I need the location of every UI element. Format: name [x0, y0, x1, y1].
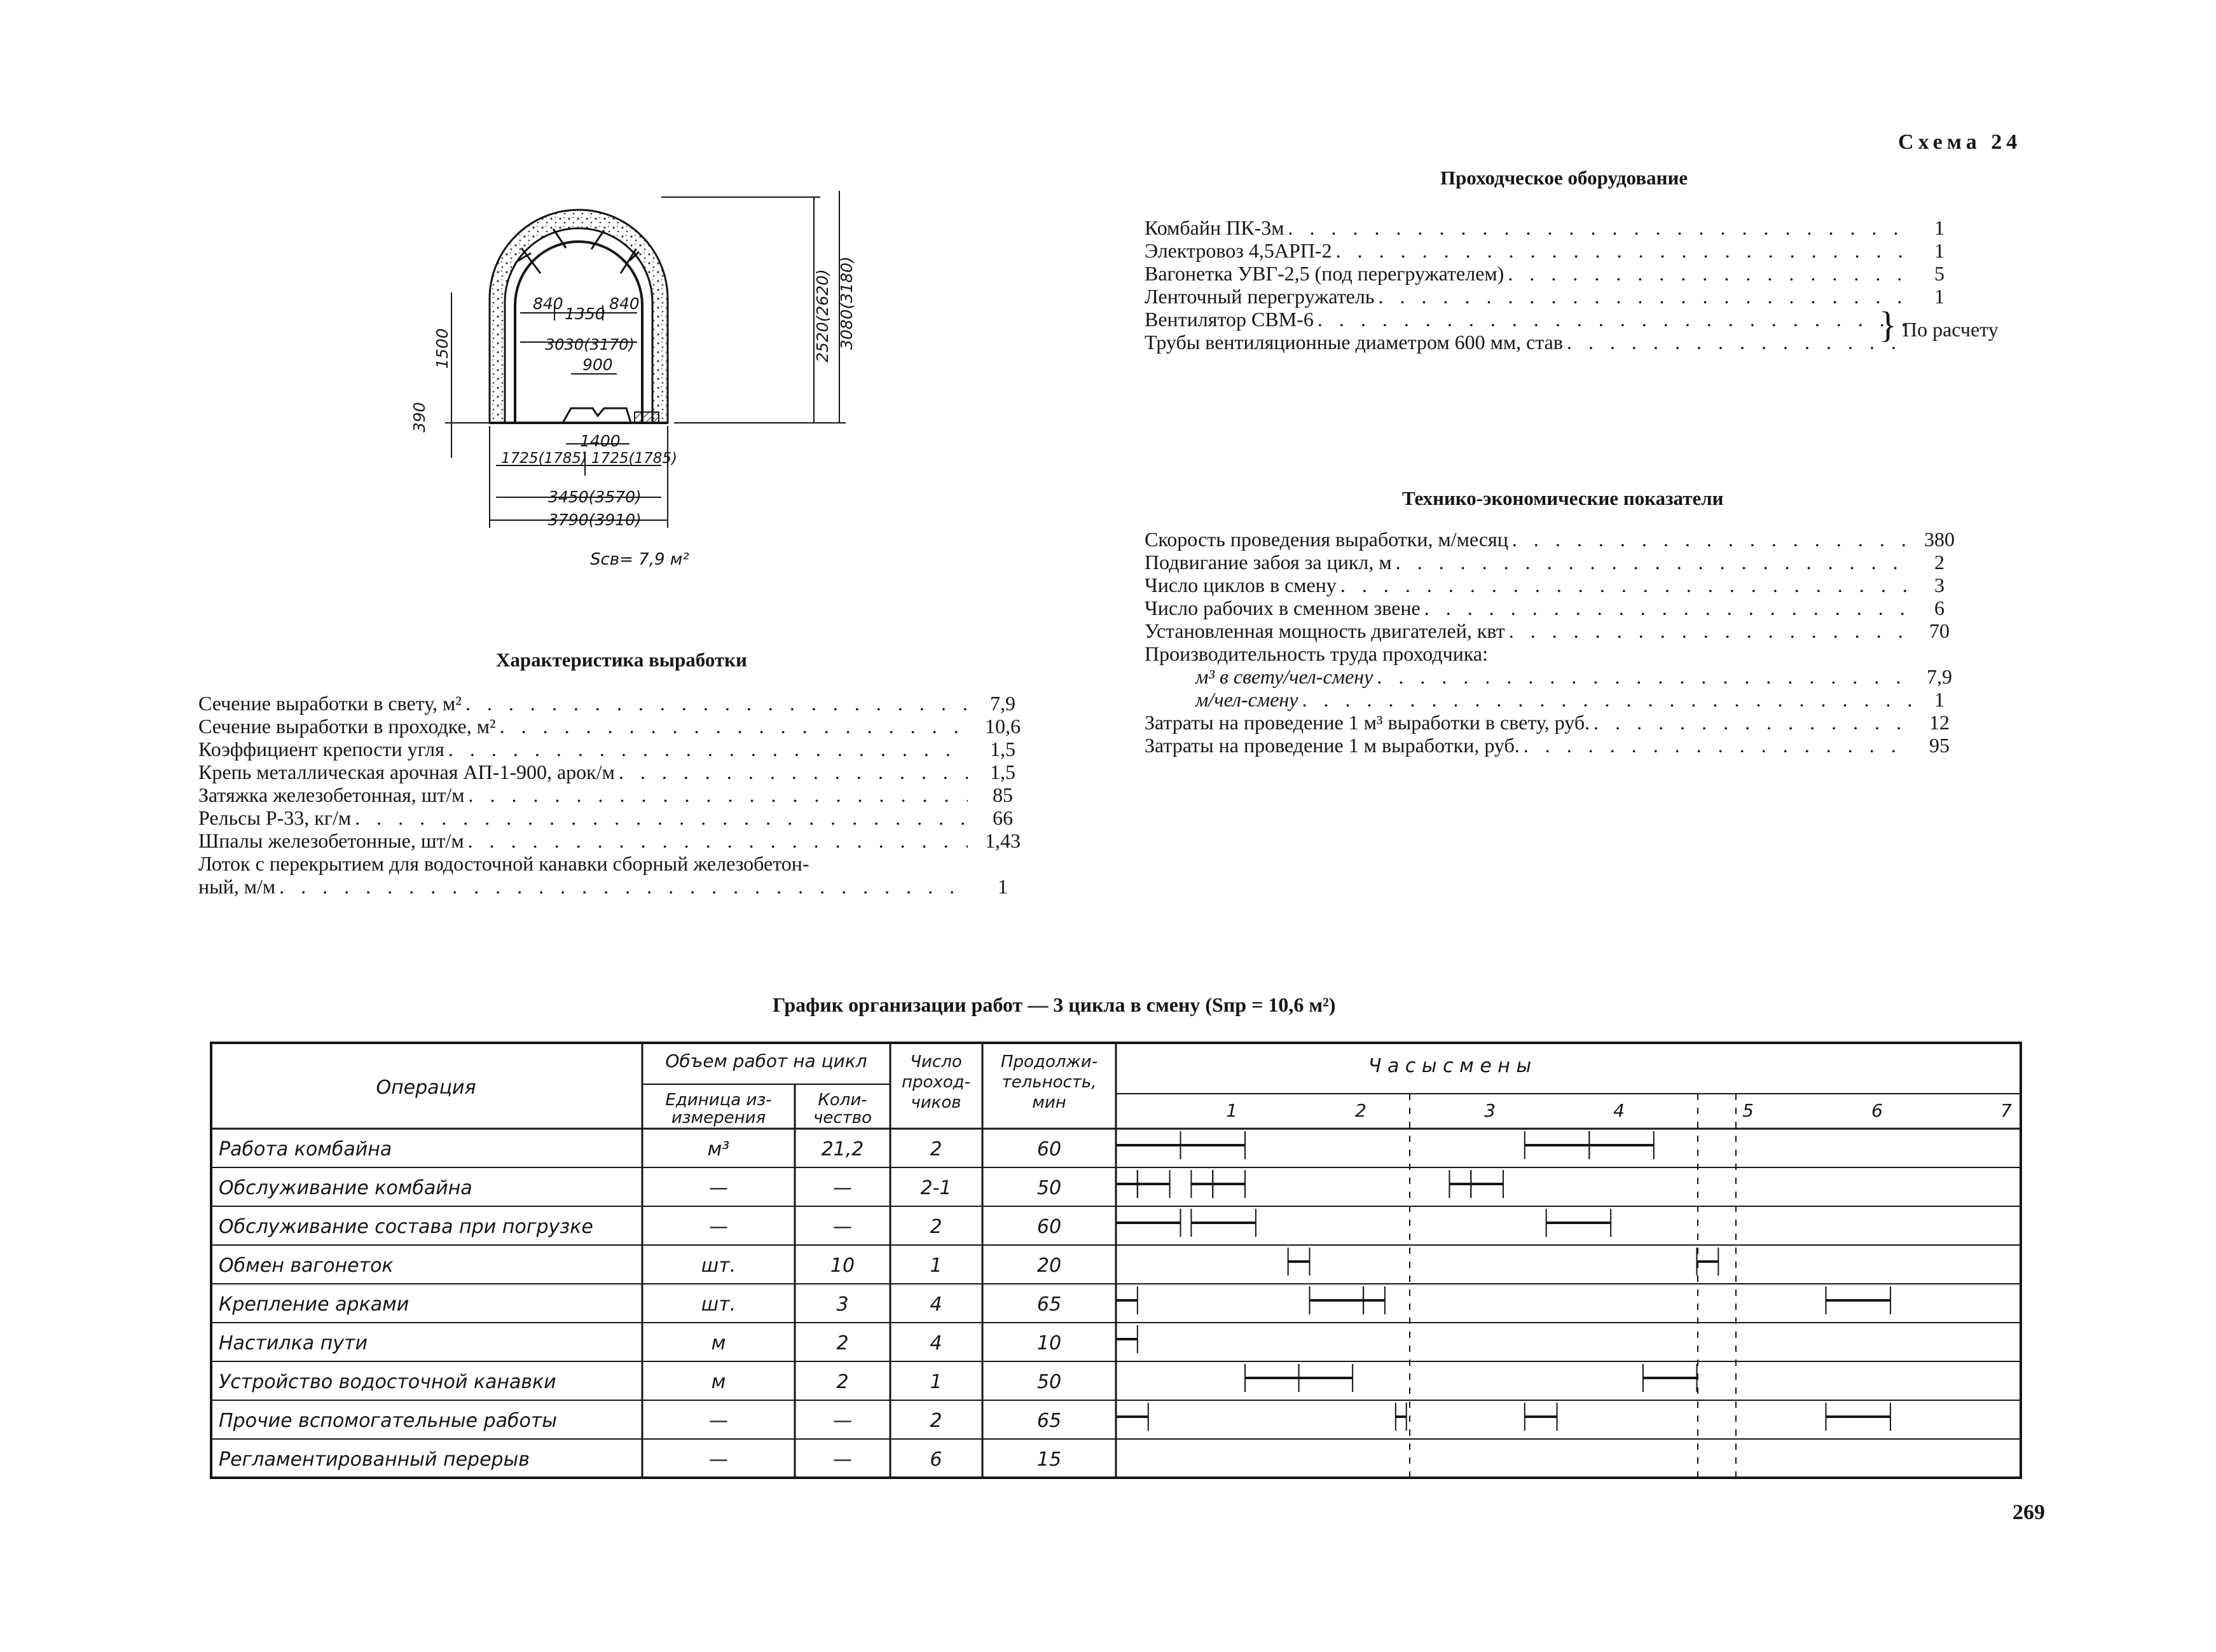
operation-workers: 4 [930, 1293, 942, 1316]
operation-duration: 65 [1036, 1293, 1062, 1316]
list-item: Комбайн ПК-3м . . . 1 [1145, 216, 1965, 239]
operation-duration: 50 [1036, 1177, 1062, 1199]
gantt-bar [1697, 1248, 1719, 1276]
gantt-bar [1116, 1209, 1181, 1237]
operation-unit: шт. [701, 1293, 736, 1316]
gantt-bar [1245, 1364, 1299, 1392]
by-calculation-note: По расчету [1903, 318, 1999, 341]
operation-qty: 3 [836, 1293, 849, 1316]
list-item: Сечение выработки в проходке, м² . . . 10,6 [198, 715, 1038, 738]
list-item: Крепь металлическая арочная АП-1-900, арок/м . . . 1,5 [198, 761, 1038, 783]
operation-duration: 15 [1036, 1449, 1062, 1471]
cross-section-drawing [407, 172, 928, 579]
operation-qty: 2 [836, 1371, 849, 1393]
schedule-header-duration-line2: тельность, [1001, 1073, 1097, 1092]
dim-1350: 1350 [565, 305, 605, 323]
list-item: Установленная мощность двигателей, квт . . . 70 [1145, 619, 1965, 642]
hour-tick-label: 1 [1226, 1100, 1237, 1121]
list-item: м/чел-смену . . . 1 [1145, 688, 1965, 711]
gantt-bar [1181, 1131, 1246, 1159]
gantt-bar [1471, 1170, 1503, 1198]
hour-tick-label: 3 [1484, 1100, 1496, 1121]
operation-qty: — [833, 1449, 852, 1471]
operation-workers: 6 [930, 1449, 942, 1471]
operation-name: Работа комбайна [219, 1138, 392, 1160]
dim-840-left: 840 [533, 294, 563, 313]
schedule-header-unit-line1: Единица из- [665, 1091, 772, 1110]
list-item: Вагонетка УВГ-2,5 (под перегружателем) . . . 5 [1145, 262, 1965, 285]
characteristics-list [198, 692, 1038, 898]
dim-840-right: 840 [609, 294, 640, 313]
operation-name: Настилка пути [219, 1332, 368, 1354]
operation-qty: 10 [830, 1255, 855, 1277]
list-item: Производительность труда проходчика: [1145, 642, 1488, 665]
gantt-bar [1116, 1170, 1138, 1198]
list-item: Электровоз 4,5АРП-2 . . . 1 [1145, 239, 1965, 262]
operation-workers: 2-1 [920, 1177, 952, 1199]
list-item: Подвигание забоя за цикл, м . . . 2 [1145, 551, 1965, 574]
brace: } [1879, 304, 1897, 345]
area-label: Sсв= 7,9 м² [590, 550, 689, 569]
operation-unit: — [709, 1449, 728, 1471]
schedule-header-volume: Объем работ на цикл [665, 1050, 867, 1071]
gantt-bar [1310, 1286, 1364, 1314]
dim-1500: 1500 [433, 328, 451, 369]
list-item: Ленточный перегружатель . . . 1 [1145, 285, 1965, 308]
dim-3790: 3790(3910) [548, 511, 642, 529]
schedule-header-qty-line2: чество [813, 1108, 872, 1127]
gantt-bar [1191, 1170, 1213, 1198]
page-number: 269 [2013, 1501, 2045, 1524]
operation-qty: 2 [836, 1332, 849, 1354]
gantt-bar [1449, 1170, 1471, 1198]
operation-workers: 2 [930, 1138, 942, 1160]
operation-unit: — [709, 1177, 728, 1199]
list-item: Сечение выработки в свету, м² . . . 7,9 [198, 692, 1038, 715]
equipment-list [1145, 216, 1965, 354]
dim-390: 390 [410, 402, 429, 432]
gantt-bar [1138, 1170, 1170, 1198]
operation-name: Регламентированный перерыв [219, 1449, 530, 1471]
schedule-header-workers-line3: чиков [911, 1093, 961, 1112]
operation-name: Устройство водосточной канавки [219, 1371, 556, 1393]
operation-unit: шт. [701, 1255, 736, 1277]
dim-1400: 1400 [580, 432, 621, 450]
operation-qty: — [833, 1216, 852, 1238]
operation-duration: 65 [1036, 1410, 1062, 1432]
gantt-bar [1396, 1403, 1407, 1431]
gantt-bar [1213, 1170, 1245, 1198]
operation-duration: 60 [1036, 1138, 1062, 1160]
operation-unit: м [711, 1332, 726, 1354]
characteristics-title: Характеристика выработки [496, 649, 747, 671]
indicators-title: Технико-экономические показатели [1402, 487, 1724, 509]
schedule-table [210, 1042, 2028, 1487]
schedule-header-unit-line2: измерения [671, 1108, 766, 1127]
operation-name: Прочие вспомогательные работы [219, 1410, 557, 1432]
gantt-bar [1363, 1286, 1385, 1314]
operation-unit: — [709, 1216, 728, 1238]
operation-duration: 50 [1036, 1371, 1062, 1393]
gantt-bar [1299, 1364, 1353, 1392]
list-item: Рельсы Р-33, кг/м . . . 66 [198, 806, 1038, 829]
dim-3450: 3450(3570) [548, 488, 642, 506]
list-item: Скорость проведения выработки, м/месяц . . . 380 [1145, 528, 1965, 551]
schedule-header-operation: Операция [376, 1077, 476, 1099]
hour-tick-label: 5 [1742, 1100, 1754, 1121]
dim-1725-left: 1725(1785) [501, 450, 588, 467]
hour-tick-label: 4 [1613, 1100, 1625, 1121]
gantt-bar [1525, 1131, 1590, 1159]
schedule-title: График организации работ — 3 цикла в смену (Sпр = 10,6 м²) [773, 993, 1336, 1016]
list-item: м³ в свету/чел-смену . . . 7,9 [1145, 665, 1965, 688]
list-item: Число рабочих в сменном звене . . . 6 [1145, 596, 1965, 619]
drain-channel [635, 412, 659, 423]
gantt-bar [1116, 1403, 1148, 1431]
gantt-bar [1546, 1209, 1611, 1237]
gantt-bar [1288, 1248, 1310, 1276]
schedule-header-workers-line1: Число [910, 1052, 962, 1071]
hour-tick-label: 7 [2000, 1100, 2012, 1121]
track [563, 408, 631, 423]
scheme-label: Схема 24 [1898, 130, 2022, 154]
list-item: Трубы вентиляционные диаметром 600 мм, став . . . [1145, 331, 1965, 354]
hour-tick-label: 2 [1355, 1100, 1366, 1121]
operation-name: Обмен вагонеток [219, 1255, 394, 1277]
gantt-bar [1525, 1403, 1557, 1431]
operation-unit: м [711, 1371, 726, 1393]
gantt-bar [1826, 1286, 1891, 1314]
list-item: Затраты на проведение 1 м³ выработки в свету, руб. . . . 12 [1145, 711, 1965, 734]
indicators-list [1145, 528, 1965, 757]
dim-2520: 2520(2620) [813, 269, 832, 362]
schedule-header-qty-line1: Коли- [818, 1091, 867, 1110]
gantt-bar [1826, 1403, 1891, 1431]
gantt-bar [1116, 1131, 1181, 1159]
schedule-header-workers-line2: проход- [901, 1073, 971, 1092]
list-item: Затяжка железобетонная, шт/м . . . 85 [198, 783, 1038, 806]
operation-duration: 20 [1036, 1255, 1062, 1277]
operation-name: Крепление арками [219, 1293, 409, 1316]
operation-duration: 10 [1036, 1332, 1062, 1354]
operation-name: Обслуживание комбайна [219, 1177, 472, 1199]
operation-unit: — [709, 1410, 728, 1432]
operation-duration: 60 [1036, 1216, 1062, 1238]
gantt-bar [1589, 1131, 1654, 1159]
schedule-header-hours: Ч а с ы с м е н ы [1368, 1055, 1532, 1077]
operation-qty: — [833, 1410, 852, 1432]
operation-unit: м³ [707, 1138, 730, 1160]
operation-name: Обслуживание состава при погрузке [219, 1216, 593, 1238]
list-item: Шпалы железобетонные, шт/м . . . 1,43 [198, 829, 1038, 852]
operation-workers: 2 [930, 1216, 942, 1238]
list-item: Вентилятор СВМ-6 . . . [1145, 308, 1965, 331]
operation-workers: 1 [930, 1255, 942, 1277]
operation-qty: 21,2 [821, 1138, 864, 1160]
schedule-header-duration-line3: мин [1032, 1093, 1066, 1112]
list-item: Коэффициент крепости угля . . . 1,5 [198, 738, 1038, 761]
hour-tick-label: 6 [1871, 1100, 1883, 1121]
gantt-bar [1191, 1209, 1256, 1237]
gantt-bar [1643, 1364, 1697, 1392]
dim-1725-right: 1725(1785) [591, 450, 678, 467]
operation-qty: — [833, 1177, 852, 1199]
list-item: Число циклов в смену . . . 3 [1145, 574, 1965, 596]
gantt-bar [1116, 1325, 1138, 1353]
operation-workers: 4 [930, 1332, 942, 1354]
equipment-title: Проходческое оборудование [1440, 167, 1688, 189]
dim-3030: 3030(3170) [545, 336, 635, 354]
schedule-header-duration-line1: Продолжи- [1000, 1052, 1098, 1071]
gantt-bar [1116, 1286, 1138, 1314]
list-item: ный, м/м . . . 1 [198, 875, 1038, 898]
list-item: Лоток с перекрытием для водосточной канавки сборный железобетон- [198, 852, 809, 875]
dim-900: 900 [582, 355, 613, 374]
operation-workers: 1 [930, 1371, 942, 1393]
list-item: Затраты на проведение 1 м выработки, руб. . . . 95 [1145, 734, 1965, 757]
operation-workers: 2 [930, 1410, 942, 1432]
dim-3080: 3080(3180) [837, 256, 856, 350]
